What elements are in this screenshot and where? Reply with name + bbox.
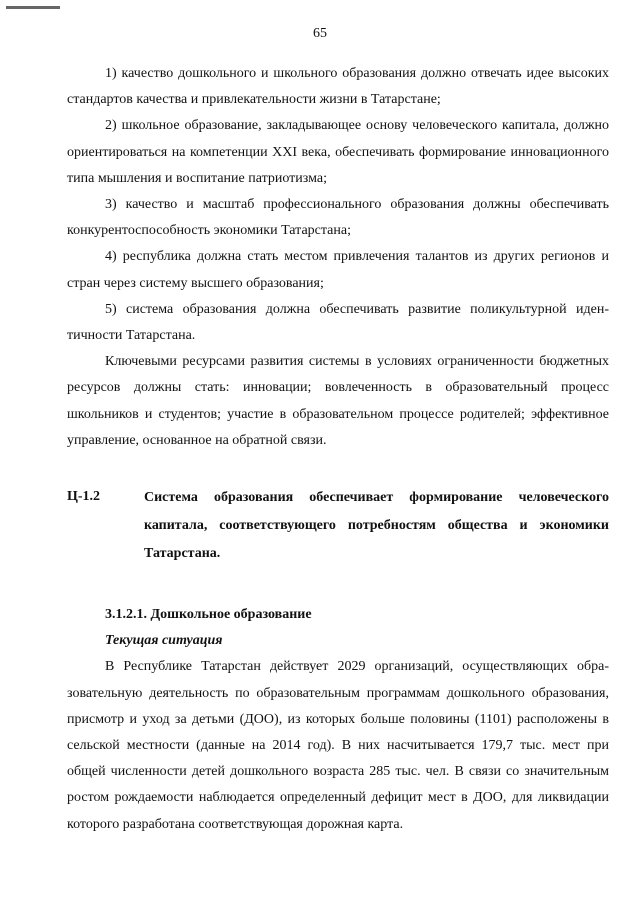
goal-text: Система образования обеспечивает формирование человеческого капитала, соответствующего потребностям общества и экономики Татарстана. [144,490,609,562]
paragraph-item-4: 4) республика должна стать местом привлечения талантов из других регионов и стран через систему высшего образования; [67,249,609,291]
page-number: 65 [313,26,327,41]
paragraph-item-2: 2) школьное образование, закладывающее основу человеческого капитала, должно ориентироваться на компетенции XXI века, обеспечивать формирование инновационного типа мышления и воспитание патриотизма; [67,118,609,186]
scan-artifact-line [6,6,60,9]
section-title: 3.1.2.1. Дошкольное образование [105,607,312,623]
goal-code: Ц-1.2 [67,489,101,505]
document-body [67,61,609,838]
section-paragraph: В Республике Татарстан действует 2029 организаций, осуществляющих образовательную деятельность по образовательным программам дошкольного образования, присмотр и уход за детьми (ДОО), из которых больше половины (1101) расположены в сельской местности (данные на 2014 год). В них насчитывается 179,7 тыс. мест при общей численности детей дошкольного возраста 285 тыс. чел. В связи со значительным ростом рождаемости наблюдается определенный дефицит мест в ДОО, для ликвидации которого разработана соответствующая дорожная карта. [67,659,609,832]
paragraph-item-3: 3) качество и масштаб профессионального образования должны обеспечивать конкурентоспособность экономики Татарстана; [67,197,609,239]
paragraph-key-resources: Ключевыми ресурсами развития системы в условиях ограниченности бюджетных ресурсов должны стать: инновации; вовлеченность в образовательный процесс школьников и студентов; участие в образовательном процессе родителей; эффективное управление, основанное на обратной связи. [67,354,609,448]
subsection-title: Текущая ситуация [105,633,223,649]
goal-heading [67,484,609,568]
paragraph-item-5: 5) система образования должна обеспечивать развитие поликультурной идентичности Татарстана. [67,301,609,344]
paragraph-item-1: 1) качество дошкольного и школьного образования должно отвечать идее высоких стандартов качества и привлекательности жизни в Татарстане; [67,66,609,108]
